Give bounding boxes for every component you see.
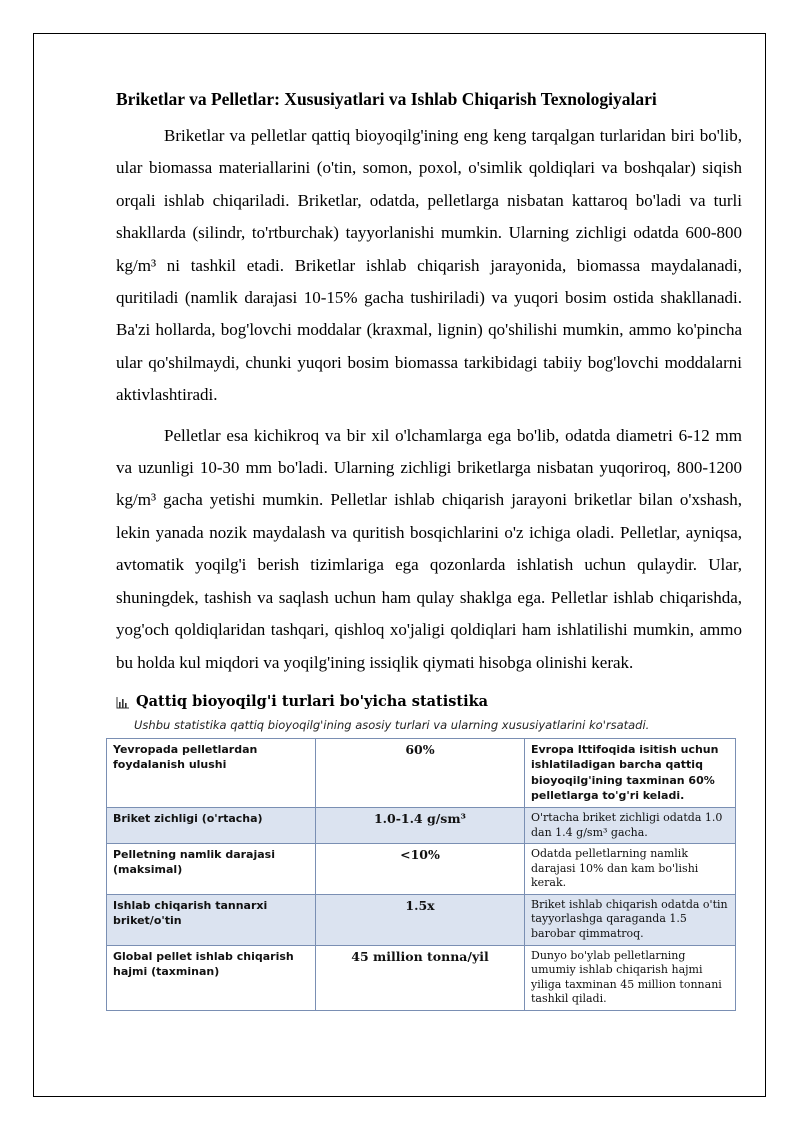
stats-description: Ushbu statistika qattiq bioyoqilg'ining asosiy turlari va ularning xususiyatlarini ko'rsatadi.: [134, 717, 650, 732]
stat-value: 1.0-1.4 g/sm³: [316, 807, 525, 843]
stat-value: <10%: [316, 844, 525, 895]
paragraph-briketlar: Briketlar va pelletlar qattiq bioyoqilg'ining eng keng tarqalgan turlaridan biri bo'lib, ular biomassa materiallarini (o'tin, somon, poxol, o'simlik qoldiqlari va boshqalar) siqish orqali ishlab chiqariladi. Briketlar, odatda, pelletlarga nisbatan kattaroq bo'ladi va turli shakllarda (silindr, to'rtburchak) tayyorlanishi mumkin. Ularning zichligi odatda 600-800 kg/m³ ni tashkil etadi. Briketlar ishlab chiqarish jarayonida, biomassa maydalanadi, quritiladi (namlik darajasi 10-15% gacha tushiriladi) va yuqori bosim ostida shakllanadi. Ba'zi hollarda, bog'lovchi moddalar (kraxmal, lignin) qo'shilishi mumkin, ammo ko'pincha ular qo'shilmaydi, chunki yuqori bosim biomassa tarkibidagi tabiiy bog'lovchi moddalarni aktivlashtiradi.: [116, 126, 742, 405]
document-title: Briketlar va Pelletlar: Xususiyatlari va Ishlab Chiqarish Texnologiyalari: [116, 89, 657, 109]
stat-note: Odatda pelletlarning namlik darajasi 10% dan kam bo'lishi kerak.: [525, 844, 736, 895]
stat-value: 1.5x: [316, 894, 525, 945]
stats-table: [106, 738, 736, 1011]
stat-value: 60%: [316, 738, 525, 807]
stat-note: Dunyo bo'ylab pelletlarning umumiy ishlab chiqarish hajmi yiliga taxminan 45 million tonnani tashkil qiladi.: [525, 945, 736, 1010]
stats-title: Qattiq bioyoqilg'i turlari bo'yicha statistika: [136, 692, 489, 710]
stat-label: Briket zichligi (o'rtacha): [107, 807, 316, 843]
table-row: [107, 807, 736, 843]
bar-chart-icon: [116, 696, 130, 708]
table-row: [107, 738, 736, 807]
stat-value: 45 million tonna/yil: [316, 945, 525, 1010]
stat-note: Evropa Ittifoqida isitish uchun ishlatiladigan barcha qattiq bioyoqilg'ining taxminan 60% pelletlarga to'g'ri keladi.: [525, 738, 736, 807]
paragraph-pelletlar: Pelletlar esa kichikroq va bir xil o'lchamlarga ega bo'lib, odatda diametri 6-12 mm va uzunligi 10-30 mm bo'ladi. Ularning zichligi briketlarga nisbatan yuqoriroq, 800-1200 kg/m³ gacha yetishi mumkin. Pelletlar ishlab chiqarish jarayoni briketlar bilan o'xshash, lekin yanada nozik maydalash va quritish bosqichlarini o'z ichiga oladi. Pelletlar, ayniqsa, avtomatik yoqilg'i berish tizimlariga ega qozonlarda ishlatish uchun qulaydir. Ular, shuningdek, tashish va saqlash uchun ham qulay shaklga ega. Pelletlar ishlab chiqarishda, yog'och qoldiqlaridan tashqari, qishloq xo'jaligi qoldiqlari ham ishlatilishi mumkin, ammo bu holda kul miqdori va yoqilg'ining issiqlik qiymati hisobga olinishi kerak.: [116, 425, 742, 672]
table-row: [107, 945, 736, 1010]
table-row: [107, 894, 736, 945]
stat-note: O'rtacha briket zichligi odatda 1.0 dan 1.4 g/sm³ gacha.: [525, 807, 736, 843]
document-body: [113, 86, 742, 1011]
stat-label: Ishlab chiqarish tannarxi briket/o'tin: [107, 894, 316, 945]
stat-note: Briket ishlab chiqarish odatda o'tin tayyorlashga qaraganda 1.5 barobar qimmatroq.: [525, 894, 736, 945]
stats-header: [116, 693, 742, 710]
stat-label: Pelletning namlik darajasi (maksimal): [107, 844, 316, 895]
table-row: [107, 844, 736, 895]
stat-label: Global pellet ishlab chiqarish hajmi (taxminan): [107, 945, 316, 1010]
stat-label: Yevropada pelletlardan foydalanish ulushi: [107, 738, 316, 807]
